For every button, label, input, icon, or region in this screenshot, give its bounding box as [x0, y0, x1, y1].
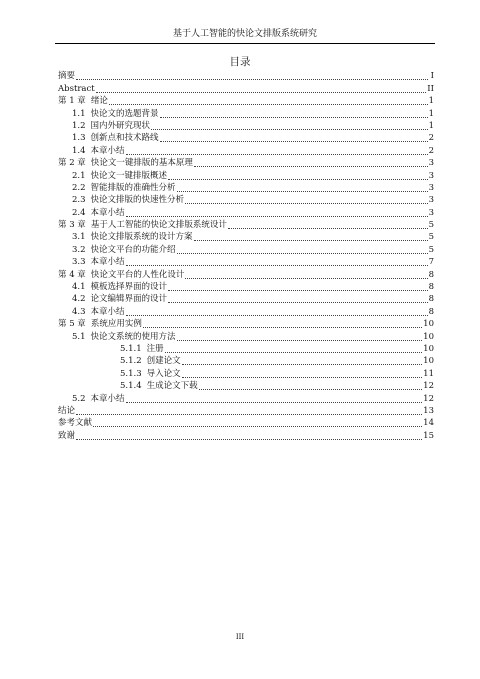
toc-dot-leader	[228, 228, 428, 229]
toc-dot-leader	[109, 104, 428, 105]
toc-title: 目录	[229, 56, 251, 68]
toc-entry-page: 1	[428, 108, 434, 119]
toc-dot-leader	[76, 414, 422, 415]
toc-entry[interactable]	[58, 355, 434, 367]
toc-entry-page: 2	[428, 145, 434, 156]
toc-dot-leader	[199, 389, 423, 390]
toc-dot-leader	[76, 439, 422, 440]
toc-entry[interactable]	[58, 107, 434, 119]
toc-entry-number: 2.4	[72, 207, 86, 218]
toc-entry[interactable]	[58, 318, 434, 330]
toc-entry[interactable]	[58, 343, 434, 355]
toc-entry[interactable]	[58, 256, 434, 268]
toc-entry-number: 1.2	[72, 120, 86, 131]
toc-entry-title: 本章小结	[90, 207, 125, 218]
toc-dot-leader	[126, 402, 423, 403]
toc-entry-page: 10	[423, 331, 434, 342]
toc-entry[interactable]	[58, 305, 434, 317]
toc-entry-number: 1.4	[72, 145, 86, 156]
toc-entry-title: 快论文一键排版概述	[90, 170, 168, 181]
toc-entry[interactable]	[58, 82, 434, 94]
toc-entry[interactable]	[58, 182, 434, 194]
toc-entry[interactable]	[58, 281, 434, 293]
toc-entry-page: 8	[428, 294, 434, 305]
toc-dot-leader	[160, 141, 428, 142]
toc-entry[interactable]	[58, 268, 434, 280]
toc-entry-number: 2.1	[72, 170, 86, 181]
toc-entry-title: 论文编辑界面的设计	[90, 294, 168, 305]
toc-entry[interactable]	[58, 206, 434, 218]
toc-entry-number: 第 2 章	[58, 158, 86, 169]
toc-entry-page: 3	[428, 195, 434, 206]
toc-entry[interactable]	[58, 219, 434, 231]
toc-entry-title: 导入论文	[146, 368, 181, 379]
toc-entry[interactable]	[58, 144, 434, 156]
toc-dot-leader	[93, 426, 422, 427]
toc-entry-title: 生成论文下载	[146, 381, 198, 392]
toc-entry-number: 第 3 章	[58, 220, 86, 231]
toc-entry[interactable]	[58, 70, 434, 82]
toc-dot-leader	[177, 191, 428, 192]
toc-entry-page: 10	[423, 319, 434, 330]
toc-entry-title: 快论文平台的功能介绍	[90, 244, 176, 255]
toc-entry-title: 创新点和技术路线	[90, 133, 159, 144]
toc-entry-title: 快论文排版系统的设计方案	[90, 232, 193, 243]
toc-entry-number: 5.1.1	[120, 343, 142, 354]
toc-entry-title: 创建论文	[146, 356, 181, 367]
page-number: III	[235, 633, 245, 641]
toc-entry-number: 5.1.3	[120, 368, 142, 379]
toc-entry-number: 1.3	[72, 133, 86, 144]
toc-entry-page: 12	[423, 381, 434, 392]
toc-dot-leader	[165, 352, 423, 353]
toc-entry-number: 5.1.4	[120, 381, 142, 392]
toc-entry[interactable]	[58, 293, 434, 305]
toc-entry-page: 8	[428, 269, 434, 280]
toc-entry-title: 快论文系统的使用方法	[90, 331, 176, 342]
toc-entry-title: 注册	[146, 343, 164, 354]
toc-dot-leader	[194, 240, 428, 241]
toc-entry-title: 国内外研究现状	[90, 120, 151, 131]
toc-entry[interactable]	[58, 132, 434, 144]
toc-dot-leader	[96, 92, 427, 93]
toc-dot-leader	[126, 315, 428, 316]
toc-dot-leader	[76, 79, 428, 80]
toc-dot-leader	[182, 377, 423, 378]
toc-dot-leader	[177, 253, 428, 254]
toc-entry[interactable]	[58, 157, 434, 169]
toc-entry-title: 本章小结	[90, 257, 125, 268]
toc-dot-leader	[143, 327, 422, 328]
toc-entry-page: 12	[423, 393, 434, 404]
toc-entry-number: 1.1	[72, 108, 86, 119]
toc-entry[interactable]	[58, 417, 434, 429]
toc-entry-page: 5	[428, 220, 434, 231]
toc-entry-page: 3	[428, 158, 434, 169]
toc-entry-title: 参考文献	[58, 418, 93, 429]
toc-entry[interactable]	[58, 429, 434, 441]
toc-entry-number: 第 5 章	[58, 319, 86, 330]
toc-entry[interactable]	[58, 231, 434, 243]
toc-entry-title: 快论文排版的快速性分析	[90, 195, 185, 206]
toc-entry[interactable]	[58, 405, 434, 417]
toc-entry-number: 4.3	[72, 306, 86, 317]
running-header: 基于人工智能的快论文排版系统研究	[55, 28, 435, 44]
toc-entry-number: 2.2	[72, 182, 86, 193]
toc-entry[interactable]	[58, 367, 434, 379]
toc-entry-page: II	[427, 83, 434, 94]
toc-entry-page: 10	[423, 356, 434, 367]
toc-entry-title: 模板选择界面的设计	[90, 282, 168, 293]
toc-entry-number: 2.3	[72, 195, 86, 206]
toc-entry-page: 3	[428, 207, 434, 218]
toc-entry-page: 14	[423, 418, 434, 429]
toc-entry-title: 快论文的选题背景	[90, 108, 159, 119]
toc-entry-number: 5.1.2	[120, 356, 142, 367]
toc-entry-number: 5.2	[72, 393, 86, 404]
toc-entry-title: 绪论	[90, 96, 108, 107]
toc-dot-leader	[126, 216, 428, 217]
toc-dot-leader	[185, 203, 428, 204]
toc-entry-page: 7	[428, 257, 434, 268]
toc-entry[interactable]	[58, 95, 434, 107]
toc-entry-title: 摘要	[58, 71, 76, 82]
toc-entry-title: 本章小结	[90, 306, 125, 317]
toc-entry-page: 13	[423, 405, 434, 416]
toc-entry[interactable]	[58, 243, 434, 255]
toc-dot-leader	[185, 278, 427, 279]
toc-dot-leader	[168, 302, 428, 303]
toc-entry-page: 8	[428, 306, 434, 317]
toc-entry-page: 2	[428, 133, 434, 144]
toc-dot-leader	[126, 265, 428, 266]
toc-entry-number: 4.1	[72, 282, 86, 293]
toc-entry-title: 本章小结	[90, 393, 125, 404]
toc-dot-leader	[168, 290, 428, 291]
toc-entry-title: 系统应用实例	[90, 319, 142, 330]
toc-dot-leader	[126, 154, 428, 155]
toc-entry-number: 3.2	[72, 244, 86, 255]
toc-entry-page: 3	[428, 170, 434, 181]
toc-entry-page: 5	[428, 244, 434, 255]
toc-entry-number: 第 1 章	[58, 96, 86, 107]
toc-entry-page: I	[430, 71, 434, 82]
toc-entry-page: 1	[428, 120, 434, 131]
toc-entry-title: 基于人工智能的快论文排版系统设计	[90, 220, 227, 231]
toc-entry-title: 快论文平台的人性化设计	[90, 269, 185, 280]
toc-entry-title: 致谢	[58, 430, 76, 441]
toc-entry[interactable]	[58, 392, 434, 404]
toc-entry-number: 第 4 章	[58, 269, 86, 280]
toc-entry-page: 3	[428, 182, 434, 193]
toc-entry-page: 15	[423, 430, 434, 441]
toc-entry-title: 本章小结	[90, 145, 125, 156]
toc-entry-title: 快论文一键排版的基本原理	[90, 158, 193, 169]
toc-entry-number: 5.1	[72, 331, 86, 342]
toc-entry-title: Abstract	[58, 83, 95, 94]
toc-dot-leader	[194, 166, 428, 167]
toc-dot-leader	[160, 117, 428, 118]
toc-entry[interactable]	[58, 120, 434, 132]
toc-entry[interactable]	[58, 169, 434, 181]
toc-entry-title: 智能排版的准确性分析	[90, 182, 176, 193]
toc-entry-number: 4.2	[72, 294, 86, 305]
toc-entry-page: 11	[423, 368, 434, 379]
toc-entry-number: 3.3	[72, 257, 86, 268]
toc-entry[interactable]	[58, 380, 434, 392]
toc-dot-leader	[182, 364, 423, 365]
toc-entry-title: 结论	[58, 405, 76, 416]
toc-entry-page: 8	[428, 282, 434, 293]
toc-dot-leader	[177, 340, 423, 341]
toc-dot-leader	[168, 179, 428, 180]
toc-entry[interactable]	[58, 194, 434, 206]
toc-entry-number: 3.1	[72, 232, 86, 243]
toc-entry[interactable]	[58, 330, 434, 342]
toc-dot-leader	[151, 129, 428, 130]
toc-entry-page: 5	[428, 232, 434, 243]
table-of-contents	[58, 70, 434, 442]
toc-entry-page: 1	[428, 96, 434, 107]
toc-entry-page: 10	[423, 343, 434, 354]
